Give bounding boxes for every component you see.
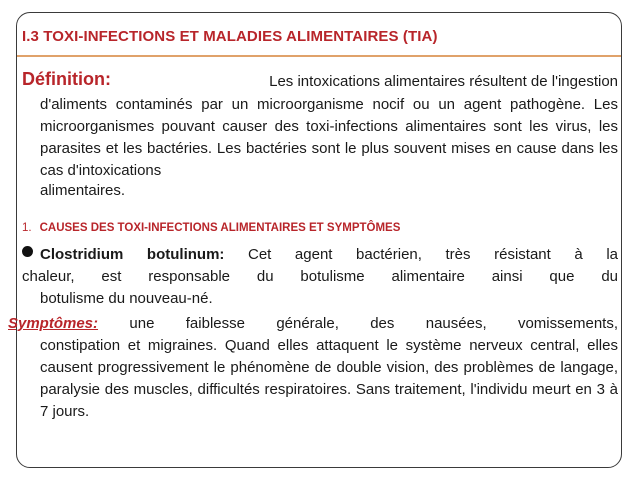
bullet-first-line	[40, 244, 618, 266]
causes-heading-text: CAUSES DES TOXI-INFECTIONS ALIMENTAIRES ET SYMPTÔMES	[39, 222, 401, 234]
title-divider	[17, 55, 621, 57]
bullet-dot-icon	[22, 246, 33, 257]
bullet-line-2: chaleur, est responsable du botulisme alimentaire ainsi que du	[22, 268, 618, 285]
symptoms-first-line	[8, 313, 618, 335]
bullet-continuation	[22, 266, 618, 310]
definition-label: Définition:	[22, 69, 111, 89]
causes-number: 1.	[22, 222, 32, 234]
definition-first-line	[22, 68, 618, 93]
definition-body: d'aliments contaminés par un microorganisme nocif ou un agent pathogène. Les microorganismes pouvant causer des toxi-infections alimentaires sont les virus, les parasites et les bactéries. Les bactéries sont le plus souvent mises en cause dans les cas d'intoxications	[40, 96, 618, 179]
bullet-line-3: botulisme du nouveau-né.	[40, 290, 213, 307]
symptoms-body: constipation et migraines. Quand elles attaquent le système nerveux central, elles causent progressivement le phénomène de double vision, des problèmes de langage, paralysie des muscles, difficultés respiratoires. Sans traitement, l'individu meurt en 3 à 7 jours.	[40, 337, 618, 420]
symptoms-label: Symptômes:	[8, 315, 99, 332]
section-title: I.3 TOXI-INFECTIONS ET MALADIES ALIMENTAIRES (TIA)	[22, 28, 438, 45]
symptoms-first-line-text: une faiblesse générale, des nausées, vomissements,	[129, 315, 618, 332]
causes-heading	[22, 222, 400, 234]
definition-first-line-text: Les intoxications alimentaires résultent de l'ingestion	[269, 73, 618, 90]
bullet-first-line-text: Cet agent bactérien, très résistant à la	[248, 246, 618, 263]
definition-tail: alimentaires.	[40, 182, 126, 199]
bullet-agent-name: Clostridium botulinum:	[40, 246, 225, 263]
